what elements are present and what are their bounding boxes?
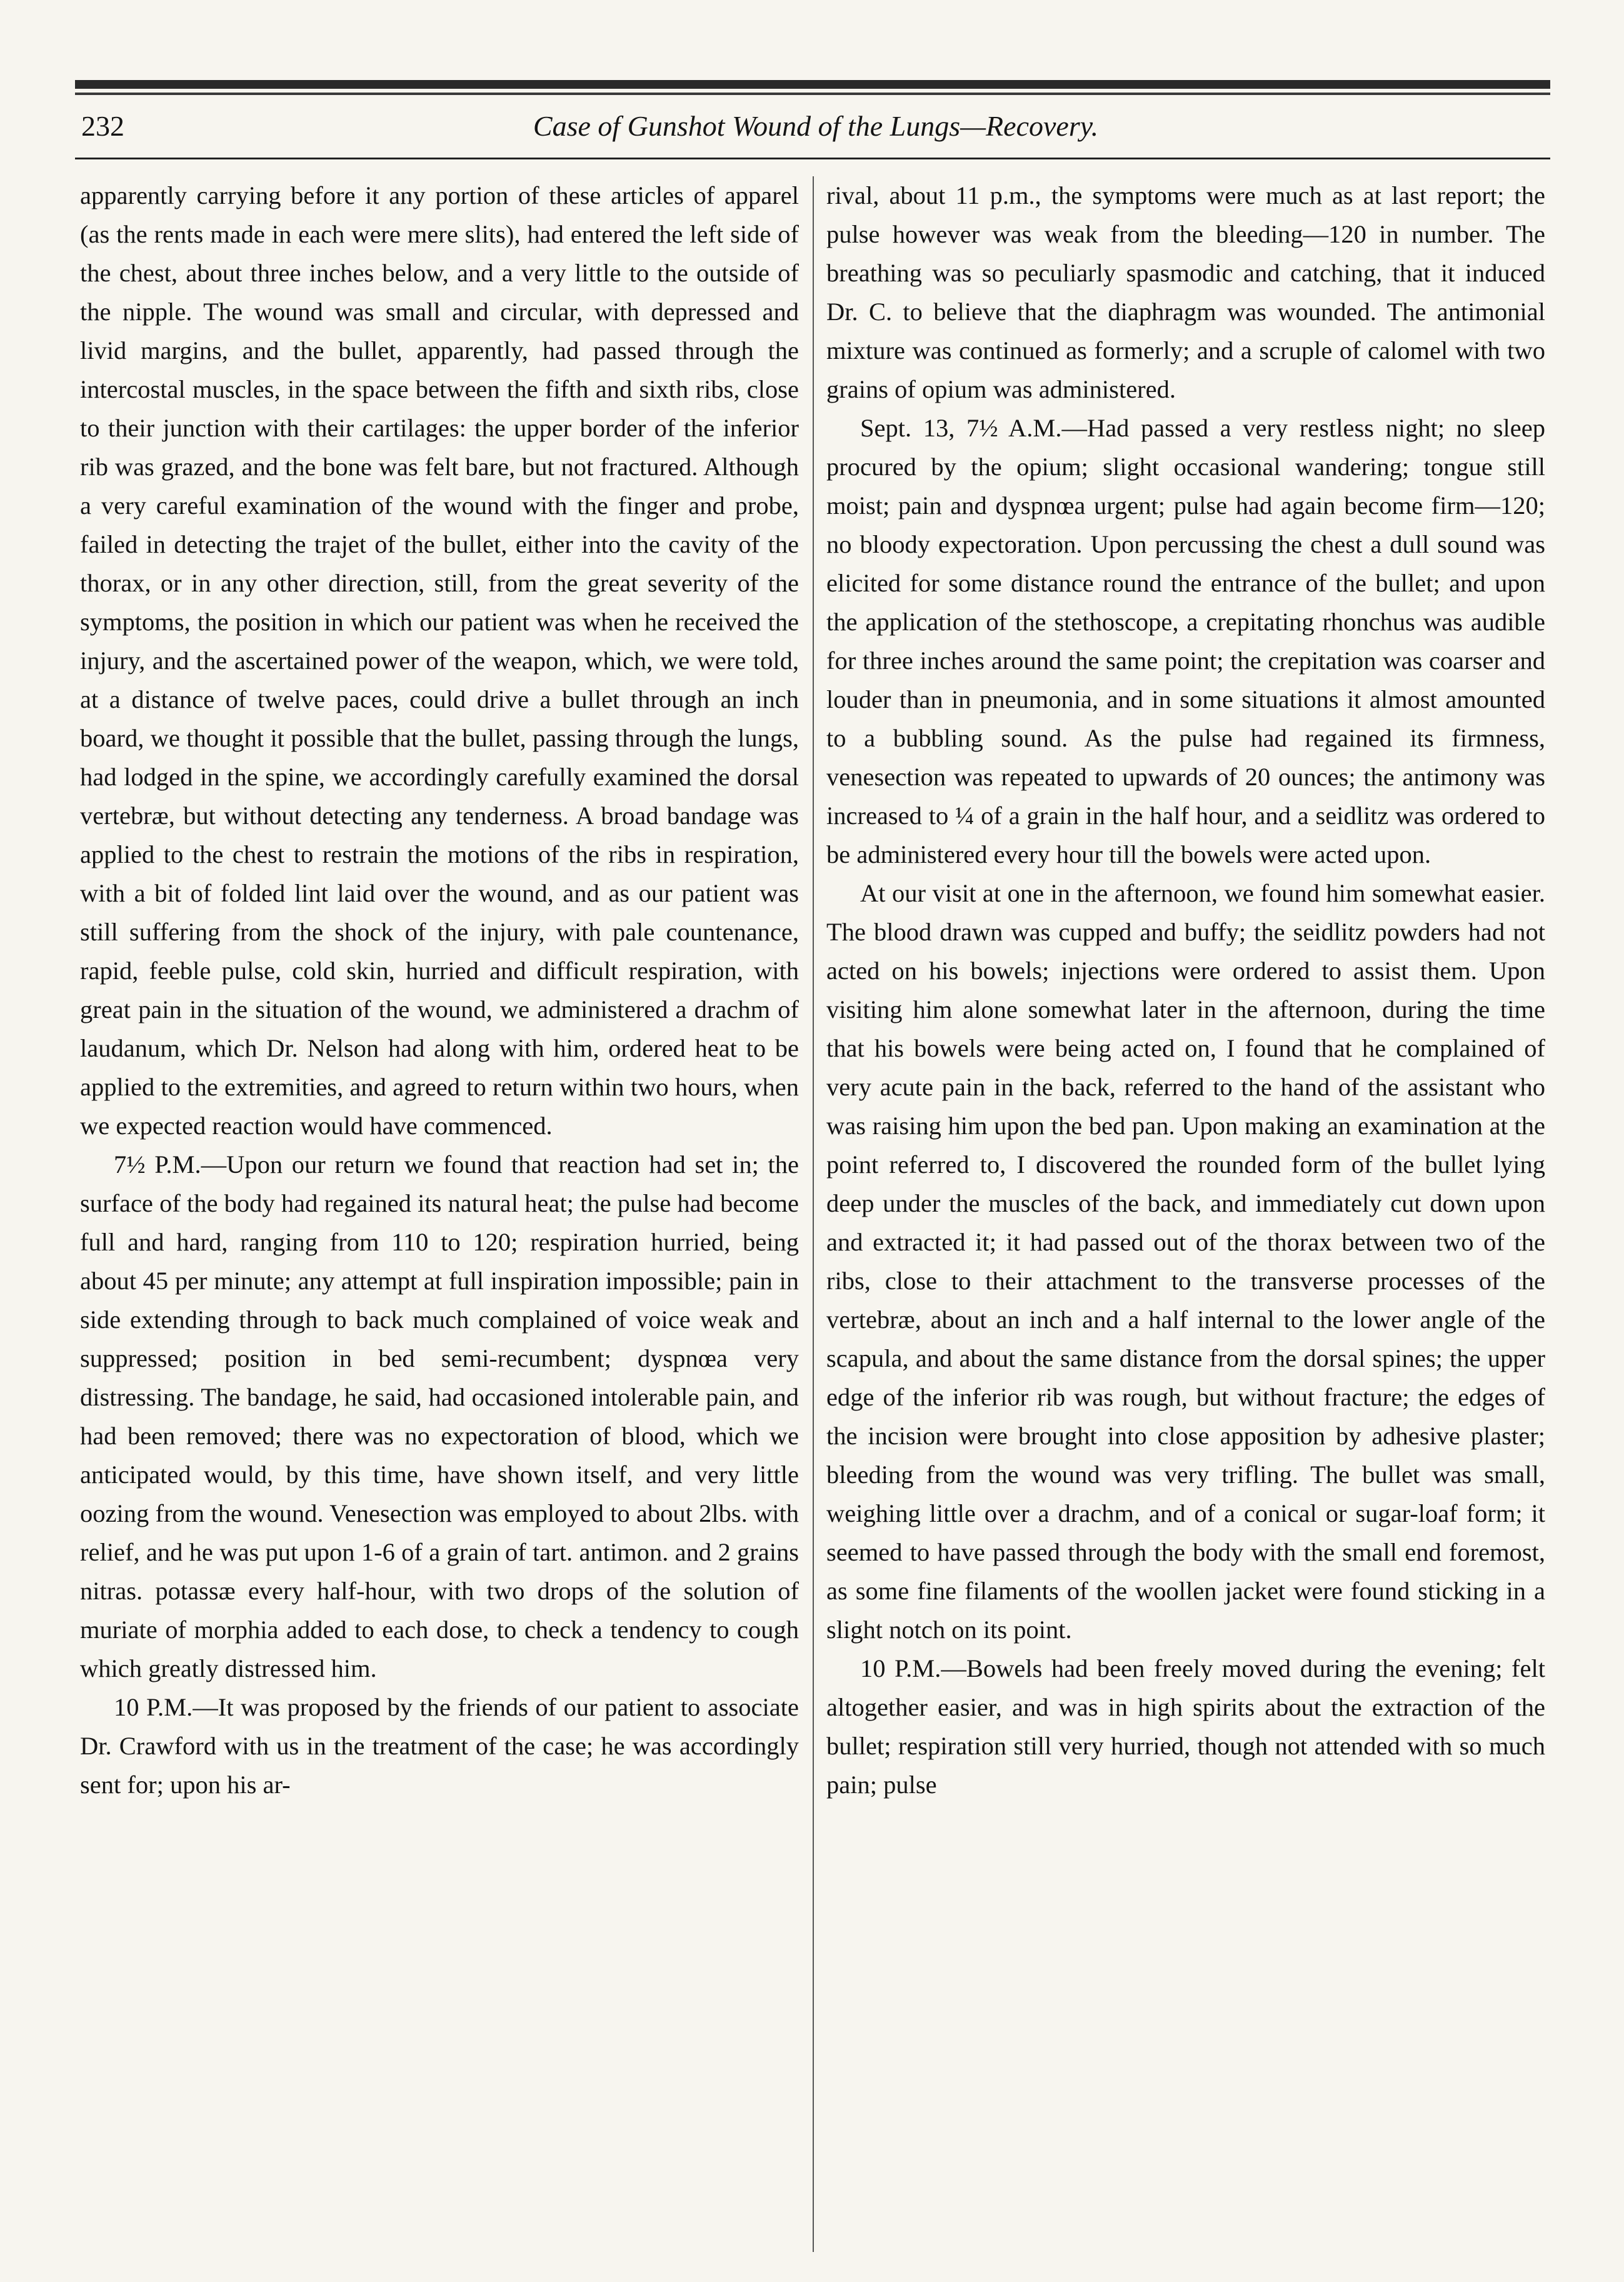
paragraph: Sept. 13, 7½ A.M.—Had passed a very restless night; no sleep procured by the opium; slight occasional wandering; tongue still moist; pain and dyspnœa urgent; pulse had again become firm—120; no bloody expectoration. Upon percussing the chest a dull sound was elicited for some distance round the entrance of the bullet; and upon the application of the stethoscope, a crepitating rhonchus was audible for three inches around the same point; the crepitation was coarser and louder than in pneumonia, and in some situations it almost amounted to a bubbling sound. As the pulse had regained its firmness, venesection was repeated to upwards of 20 ounces; the antimony was increased to ¼ of a grain in the half hour, and a seidlitz was ordered to be administered every hour till the bowels were acted upon. [826, 414, 1545, 868]
paragraph: 10 P.M.—It was proposed by the friends of our patient to associate Dr. Crawford with us in the treatment of the case; he was accordingly sent for; upon his ar- [80, 1693, 799, 1799]
paragraph: 10 P.M.—Bowels had been freely moved during the evening; felt altogether easier, and was in high spirits about the extraction of the bullet; respiration still very hurried, though not attended with so much pain; pulse [826, 1654, 1545, 1799]
top-rule [75, 80, 1550, 89]
header-rule [75, 158, 1550, 159]
running-title: Case of Gunshot Wound of the Lungs—Recovery. [533, 110, 1099, 142]
paragraph: 7½ P.M.—Upon our return we found that reaction had set in; the surface of the body had regained its natural heat; the pulse had become full and hard, ranging from 110 to 120; respiration hurried, being about 45 per minute; any attempt at full inspiration impossible; pain in side extending through to back much complained of voice weak and suppressed; position in bed semi-recumbent; dyspnœa very distressing. The bandage, he said, had occasioned intolerable pain, and had been removed; there was no expectoration of blood, which we anticipated would, by this time, have shown itself, and very little oozing from the wound. Venesection was employed to about 2lbs. with relief, and he was put upon 1-6 of a grain of tart. antimon. and 2 grains nitras. potassæ every half-hour, with two drops of the solution of muriate of morphia added to each dose, to check a tendency to cough which greatly distressed him. [80, 1150, 799, 1682]
right-column [826, 176, 1545, 2252]
paragraph: At our visit at one in the afternoon, we found him somewhat easier. The blood drawn was cupped and buffy; the seidlitz powders had not acted on his bowels; injections were ordered to assist them. Upon visiting him alone somewhat later in the afternoon, during the time that his bowels were being acted on, I found that he complained of very acute pain in the back, referred to the hand of the assistant who was raising him upon the bed pan. Upon making an examination at the point referred to, I discovered the rounded form of the bullet lying deep under the muscles of the back, and immediately cut down upon and extracted it; it had passed out of the thorax between two of the ribs, close to their attachment to the transverse processes of the vertebræ, about an inch and a half internal to the lower angle of the scapula, and about the same distance from the dorsal spines; the upper edge of the inferior rib was rough, but without fracture; the edges of the incision were brought into close apposition by adhesive plaster; bleeding from the wound was very trifling. The bullet was small, weighing little over a drachm, and of a conical or sugar-loaf form; it seemed to have passed through the body with the small end foremost, as some fine filaments of the woollen jacket were found sticking in a slight notch on its point. [826, 879, 1545, 1644]
top-rule-thin [75, 93, 1550, 95]
page-header [81, 103, 1550, 159]
column-divider [813, 176, 814, 2252]
page-number: 232 [81, 110, 124, 142]
paragraph: apparently carrying before it any portion of these articles of apparel (as the rents made in each were mere slits), had entered the left side of the chest, about three inches below, and a very little to the outside of the nipple. The wound was small and circular, with depressed and livid margins, and the bullet, apparently, had passed through the intercostal muscles, in the space between the fifth and sixth ribs, close to their junction with their cartilages: the upper border of the inferior rib was grazed, and the bone was felt bare, but not fractured. Although a very careful examination of the wound with the finger and probe, failed in detecting the trajet of the bullet, either into the cavity of the thorax, or in any other direction, still, from the great severity of the symptoms, the position in which our patient was when he received the injury, and the ascertained power of the weapon, which, we were told, at a distance of twelve paces, could drive a bullet through an inch board, we thought it possible that the bullet, passing through the lungs, had lodged in the spine, we accordingly carefully examined the dorsal vertebræ, but without detecting any tenderness. A broad bandage was applied to the chest to restrain the motions of the ribs in respiration, with a bit of folded lint laid over the wound, and as our patient was still suffering from the shock of the injury, with pale countenance, rapid, feeble pulse, cold skin, hurried and difficult respiration, with great pain in the situation of the wound, we administered a drachm of laudanum, which Dr. Nelson had along with him, ordered heat to be applied to the extremities, and agreed to return within two hours, when we expected reaction would have commenced. [80, 181, 799, 1140]
left-column [80, 176, 799, 2252]
paragraph: rival, about 11 p.m., the symptoms were much as at last report; the pulse however was weak from the bleeding—120 in number. The breathing was so peculiarly spasmodic and catching, that it induced Dr. C. to believe that the diaphragm was wounded. The antimonial mixture was continued as formerly; and a scruple of calomel with two grains of opium was administered. [826, 181, 1545, 403]
